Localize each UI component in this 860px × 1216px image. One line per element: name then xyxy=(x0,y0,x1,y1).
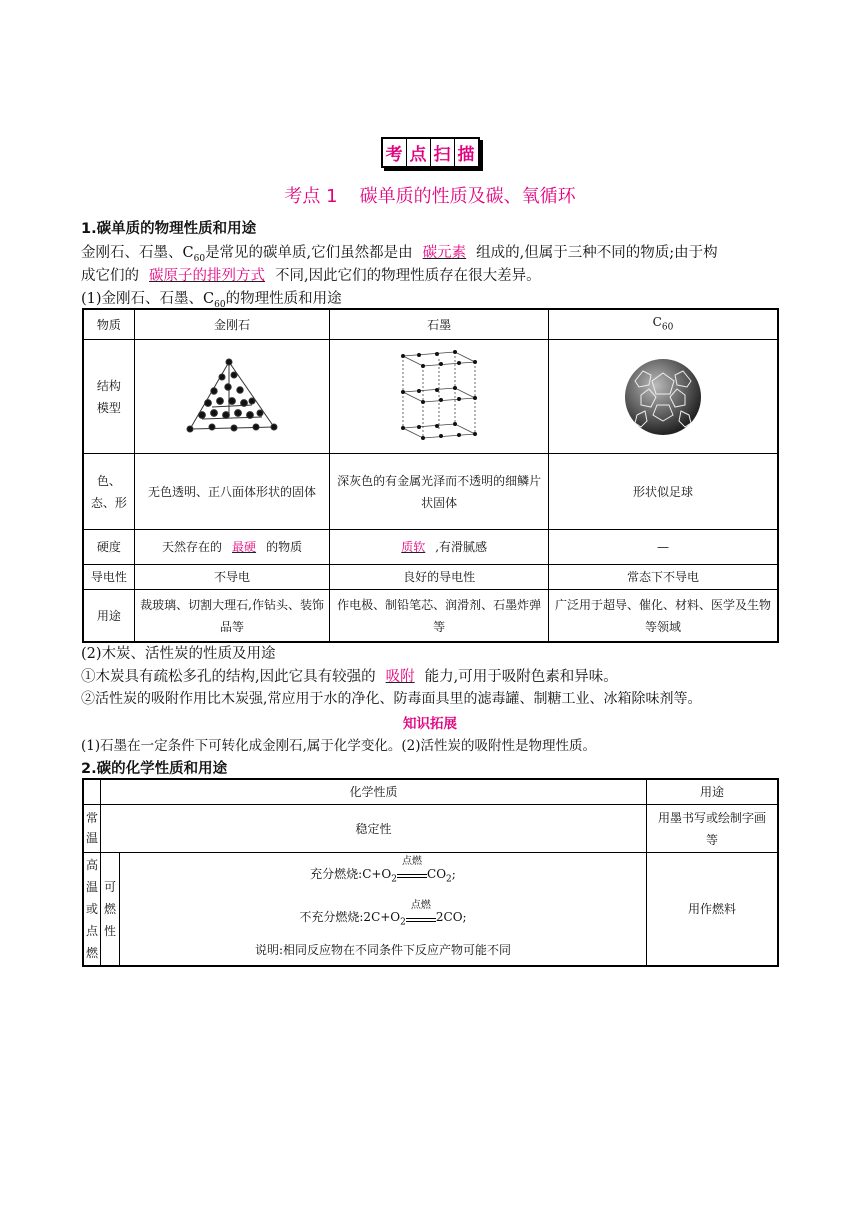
table-cell: 裁玻璃、切割大理石,作钻头、装饰品等 xyxy=(134,590,329,642)
answer-blank: 碳原子的排列方式 xyxy=(149,268,265,284)
equations-cell xyxy=(120,853,647,967)
topic-title xyxy=(0,182,860,208)
section-badge xyxy=(0,137,860,168)
table-cell: — xyxy=(549,530,779,565)
diamond-structure-image xyxy=(134,340,329,454)
answer-blank: 质软 xyxy=(401,540,426,555)
paragraph-line-2: 成它们的 碳原子的排列方式 不同,因此它们的物理性质存在很大差异。 xyxy=(81,268,541,284)
equation-complete: 充分燃烧$:C+O_2$ 点燃 $CO_2$; xyxy=(310,856,456,884)
table-cell: 作电极、制铅笔芯、润滑剂、石墨炸弹等 xyxy=(330,590,549,642)
table-header: $C_{60}$ xyxy=(549,309,779,340)
answer-blank: 最硬 xyxy=(232,540,257,555)
chemical-properties-table xyxy=(82,778,779,967)
badge-char: 描 xyxy=(457,145,475,165)
table-cell: 无色透明、正八面体形状的固体 xyxy=(134,454,329,530)
table-cell: 形状似足球 xyxy=(549,454,779,530)
paragraph-line-1: 金刚石、石墨、$C_{60}$是常见的碳单质,它们虽然都是由 碳元素 组成的,但属于三种不同的物质;由于构 xyxy=(81,245,718,264)
row-label: 用途 xyxy=(83,590,134,642)
table-cell: 稳定性 xyxy=(101,805,647,853)
table-cell: 不导电 xyxy=(134,565,329,590)
physical-properties-table xyxy=(82,308,779,643)
row-label: 高温或点燃 xyxy=(83,853,101,967)
row-label: 导电性 xyxy=(83,565,134,590)
row-sublabel: 可燃性 xyxy=(101,853,120,967)
table-cell: 良好的导电性 xyxy=(330,565,549,590)
heading-chemical: 2.碳的化学性质和用途 xyxy=(81,761,228,777)
reaction-condition: 点燃 xyxy=(397,867,427,881)
reaction-condition: 点燃 xyxy=(406,911,436,925)
note: 说明:相同反应物在不同条件下反应产物可能不同 xyxy=(254,943,512,958)
subheading-1: (1)金刚石、石墨、$C_{60}$的物理性质和用途 xyxy=(81,291,342,310)
row-label: 常温 xyxy=(83,805,101,853)
table-cell: 深灰色的有金属光泽而不透明的细鳞片状固体 xyxy=(330,454,549,530)
row-label: 结构模型 xyxy=(83,340,134,454)
item-2: ②活性炭的吸附作用比木炭强,常应用于水的净化、防毒面具里的滤毒罐、制糖工业、冰箱除味剂等。 xyxy=(81,691,702,707)
row-label: 色、态、形 xyxy=(83,454,134,530)
table-header: 化学性质 xyxy=(101,779,647,805)
table-cell: 广泛用于超导、催化、材料、医学及生物等领域 xyxy=(549,590,779,642)
badge-char: 点 xyxy=(407,139,431,166)
item-1: ①木炭具有疏松多孔的结构,因此它具有较强的 吸附 能力,可用于吸附色素和异味。 xyxy=(81,669,618,685)
equation-incomplete: 不充分燃烧$:2C+O_2$ 点燃 2CO; xyxy=(299,899,467,928)
answer-blank: 碳元素 xyxy=(422,245,467,261)
topic-text: 碳单质的性质及碳、氧循环 xyxy=(359,186,576,207)
badge-char: 扫 xyxy=(431,139,455,166)
table-header: 用途 xyxy=(647,779,779,805)
subheading-2: (2)木炭、活性炭的性质及用途 xyxy=(81,646,276,662)
table-cell: 质软 ,有滑腻感 xyxy=(330,530,549,565)
heading-physical: 1.碳单质的物理性质和用途 xyxy=(81,221,257,237)
table-cell: 用墨书写或绘制字画等 xyxy=(647,805,779,853)
badge-char: 考 xyxy=(383,139,407,166)
extension-text: (1)石墨在一定条件下可转化成金刚石,属于化学变化。(2)活性炭的吸附性是物理性质。 xyxy=(81,738,597,754)
table-header: 物质 xyxy=(83,309,134,340)
row-label: 硬度 xyxy=(83,530,134,565)
graphite-structure-image xyxy=(330,340,549,454)
table-header: 石墨 xyxy=(330,309,549,340)
answer-blank: 吸附 xyxy=(385,669,415,685)
table-cell: 天然存在的 最硬 的物质 xyxy=(134,530,329,565)
extension-title: 知识拓展 xyxy=(403,716,457,732)
table-header: 金刚石 xyxy=(134,309,329,340)
topic-number: 考点 1 xyxy=(284,186,338,207)
c60-structure-image xyxy=(549,340,779,454)
table-cell: 常态下不导电 xyxy=(549,565,779,590)
table-cell: 用作燃料 xyxy=(647,853,779,967)
